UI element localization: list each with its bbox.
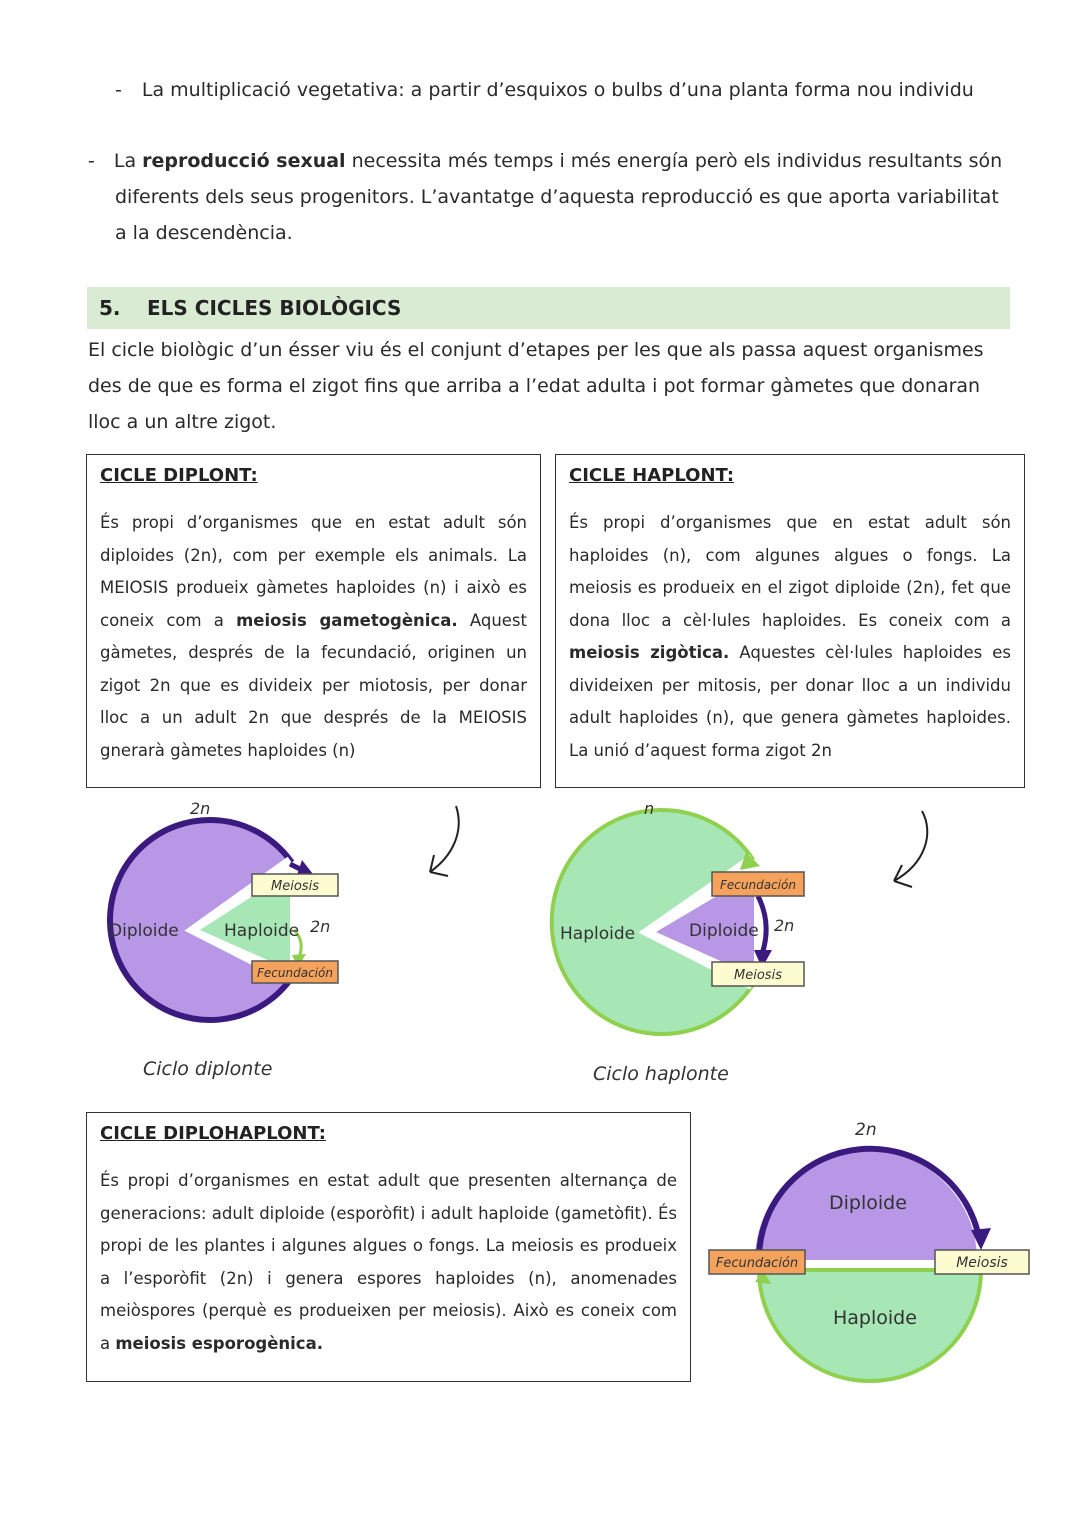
diplohaplont-ploidy-top: 2n	[855, 1120, 877, 1140]
bullet-vegetative-text: La multiplicació vegetativa: a partir d’esquixos o bulbs d’una planta forma nou individu	[141, 79, 974, 101]
haplont-inner-label: Diploide	[689, 921, 759, 941]
section-title: ELS CICLES BIOLÒGICS	[147, 296, 402, 320]
bullet-dash: -	[115, 79, 122, 101]
diplohaplont-upper-label: Diploide	[829, 1192, 907, 1214]
diplont-text: És propi d’organismes que en estat adult són diploides (2n), com per exemple els animals. La MEIOSIS produeix gàmetes haploides (n) i això es coneix com a meiosis gametogènica. Aquest gàmetes, després de la fecundació, originen un zigot 2n que es divideix per miotosis, per donar lloc a un adult 2n que després de la MEIOSIS gnerarà gàmetes haploides (n)	[100, 513, 527, 760]
diplont-box	[86, 454, 541, 788]
haplont-meiosis-label: Meiosis	[734, 968, 782, 983]
haplont-title: CICLE HAPLONT:	[569, 465, 735, 486]
hand-drawn-arrow-icon	[882, 805, 942, 895]
diplont-inner-label: Haploide	[224, 921, 300, 941]
diplohaplont-title: CICLE DIPLOHAPLONT:	[100, 1123, 326, 1144]
diplohaplont-fecundacion-label: Fecundación	[715, 1256, 799, 1271]
haplont-fecundacion-label: Fecundación	[720, 878, 796, 892]
diplohaplont-text: És propi d’organismes en estat adult que presenten alternança de generacions: adult diploide (esporòfit) i adult haploide (gametòfit). És propi de les plantes i algunes algues o fongs. La meiosis es produeix a l’esporòfit (2n) i genera espores haploides (n), anomenades meiòspores (perquè es produeixen per meiosis). Això es coneix com a meiosis esporogènica.	[100, 1171, 677, 1353]
bullet-dash: -	[88, 150, 95, 172]
hand-drawn-arrow-icon	[420, 800, 470, 890]
section-number: 5.	[99, 296, 121, 320]
diplohaplont-diagram	[705, 1112, 1035, 1387]
bullet-sexual: - La reproducció sexual necessita més temps i més energía però els individus resultants són diferents dels seus progenitors. L’avantatge d’aquesta reproducció es que aporta variabilitat a la descendència.	[88, 150, 1003, 244]
section-paragraph: El cicle biològic d’un ésser viu és el conjunt d’etapes per les que als passa aquest organismes des de que es forma el zigot fins que arriba a l’edat adulta i pot formar gàmetes que donaran lloc a un altre zigot.	[88, 339, 984, 433]
diplont-outer-label: Diploide	[109, 921, 179, 941]
haplont-inner-ploidy: 2n	[774, 916, 795, 935]
diplont-fecundacion-label: Fecundación	[257, 966, 333, 980]
diplont-diagram	[80, 790, 360, 1050]
haplont-ploidy-top: n	[644, 799, 655, 818]
diplohaplont-lower-label: Haploide	[833, 1307, 917, 1329]
diplohaplont-box	[86, 1112, 691, 1382]
diplont-ploidy-top: 2n	[190, 799, 211, 818]
bullet-vegetative	[115, 72, 974, 108]
haplont-diagram	[540, 790, 820, 1050]
diplont-title: CICLE DIPLONT:	[100, 465, 258, 486]
bold-term: reproducció sexual	[142, 150, 346, 172]
diplont-caption: Ciclo diplonte	[143, 1058, 273, 1080]
haplont-text: És propi d’organismes que en estat adult són haploides (n), com algunes algues o fongs. La meiosis es produeix en el zigot diploide (2n), fet que dona lloc a cèl·lules haploides. Es coneix com a meiosis zigòtica. Aquestes cèl·lules haploides es divideixen per mitosis, per donar lloc a un individu adult haploides (n), que genera gàmetes haploides. La unió d’aquest forma zigot 2n	[569, 513, 1011, 760]
diplont-inner-ploidy: 2n	[310, 917, 331, 936]
diplohaplont-meiosis-label: Meiosis	[956, 1255, 1008, 1271]
haplont-box	[555, 454, 1025, 788]
haplont-outer-label: Haploide	[560, 924, 636, 944]
section-heading	[87, 287, 1010, 329]
haplont-caption: Ciclo haplonte	[593, 1063, 729, 1085]
diplont-meiosis-label: Meiosis	[271, 879, 319, 894]
